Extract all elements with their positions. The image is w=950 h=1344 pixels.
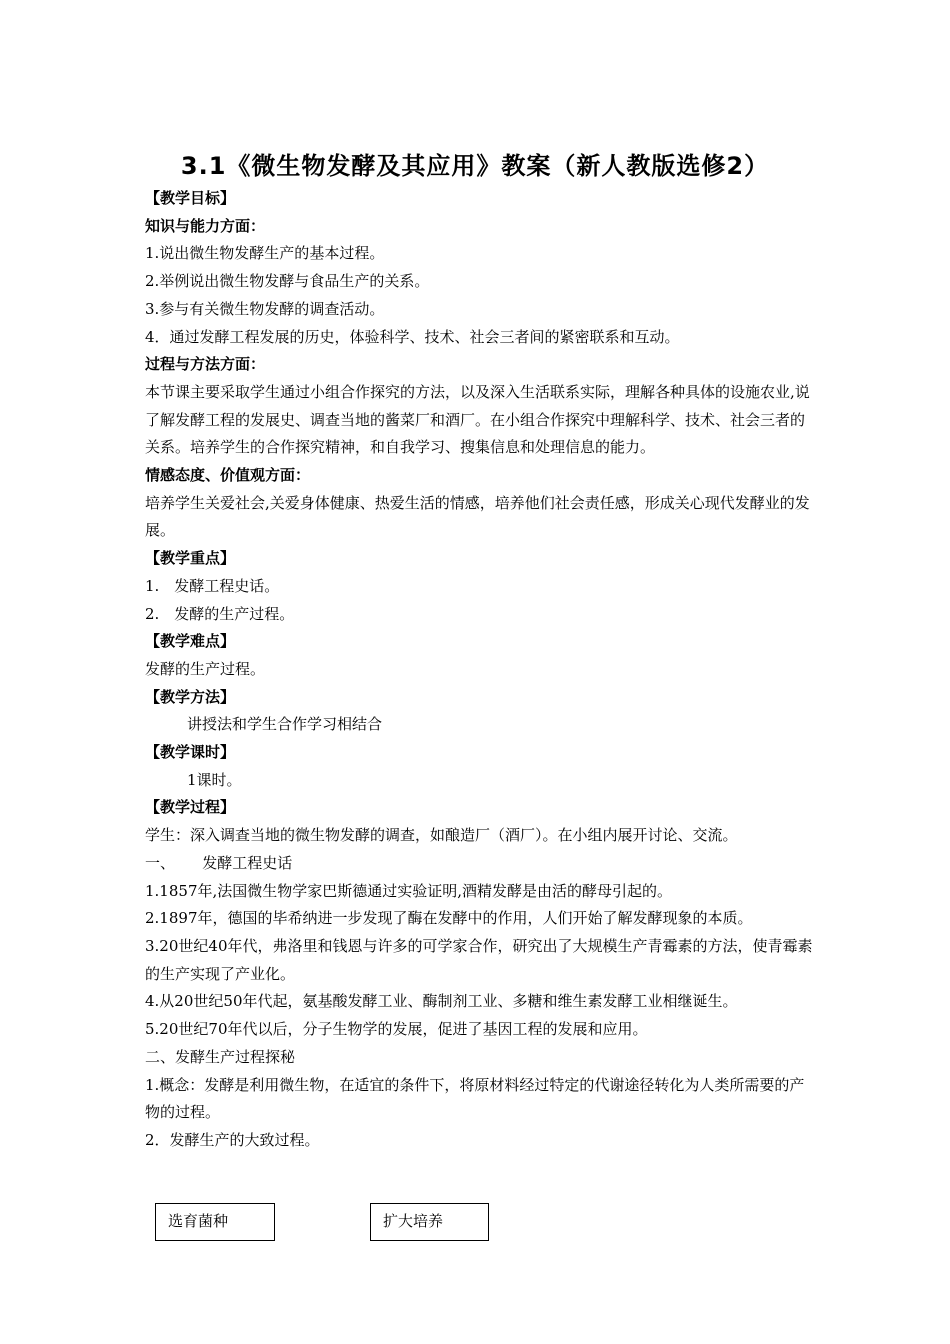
section-heading: 知识与能力方面： — [145, 216, 266, 235]
section-heading: 过程与方法方面： — [145, 355, 266, 374]
flow-box-expand-culture: 扩大培养 — [370, 1203, 489, 1241]
body-paragraph: 学生：深入调查当地的微生物发酵的调查，如酿造厂（酒厂）。在小组内展开讨论、交流。 — [145, 826, 738, 845]
body-paragraph: 2.1897年，德国的毕希纳进一步发现了酶在发酵中的作用，人们开始了解发酵现象的本质。 — [145, 909, 753, 928]
body-paragraph: 2. 发酵的生产过程。 — [145, 604, 295, 623]
body-paragraph: 3.20世纪40年代，弗洛里和钱恩与许多的可学家合作，研究出了大规模生产青霉素的方法，使青霉素的生产实现了产业化。 — [145, 936, 813, 983]
section-heading: 【教学方法】 — [145, 687, 236, 706]
body-paragraph: 1课时。 — [187, 770, 242, 789]
body-paragraph: 1.概念：发酵是利用微生物，在适宜的条件下，将原材料经过特定的代谢途径转化为人类所需要的产物的过程。 — [145, 1075, 805, 1122]
body-paragraph: 本节课主要采取学生通过小组合作探究的方法，以及深入生活联系实际，理解各种具体的设施农业,说了解发酵工程的发展史、调查当地的酱菜厂和酒厂。在小组合作探究中理解科学、技术、社会三者的关系。培养学生的合作探究精神，和自我学习、搜集信息和处理信息的能力。 — [145, 382, 810, 457]
body-paragraph: 一、 发酵工程史话 — [145, 853, 293, 872]
body-paragraph: 1.1857年,法国微生物学家巴斯德通过实验证明,酒精发酵是由活的酵母引起的。 — [145, 881, 673, 900]
body-paragraph: 4.从20世纪50年代起，氨基酸发酵工业、酶制剂工业、多糖和维生素发酵工业相继诞生。 — [145, 992, 738, 1011]
lesson-plan-body — [145, 185, 815, 1155]
section-heading: 【教学目标】 — [145, 189, 236, 207]
document-title: 3.1《微生物发酵及其应用》教案（新人教版选修2） — [180, 152, 770, 180]
body-paragraph: 3.参与有关微生物发酵的调查活动。 — [145, 299, 385, 318]
body-paragraph: 1.说出微生物发酵生产的基本过程。 — [145, 244, 385, 263]
section-heading: 【教学难点】 — [145, 632, 236, 651]
body-paragraph: 发酵的生产过程。 — [145, 659, 266, 678]
body-paragraph: 1. 发酵工程史话。 — [145, 576, 280, 595]
section-heading: 【教学重点】 — [145, 549, 236, 568]
section-heading: 【教学过程】 — [145, 798, 236, 817]
body-paragraph: 2.举例说出微生物发酵与食品生产的关系。 — [145, 272, 430, 291]
body-paragraph: 2．发酵生产的大致过程。 — [145, 1130, 320, 1149]
body-paragraph: 讲授法和学生合作学习相结合 — [187, 715, 383, 734]
body-paragraph: 培养学生关爱社会,关爱身体健康、热爱生活的情感，培养他们社会责任感，形成关心现代发酵业的发展。 — [145, 493, 810, 540]
body-paragraph: 4．通过发酵工程发展的历史，体验科学、技术、社会三者间的紧密联系和互动。 — [145, 327, 680, 346]
flow-box-select-strain: 选育菌种 — [155, 1203, 275, 1241]
body-paragraph: 5.20世纪70年代以后，分子生物学的发展，促进了基因工程的发展和应用。 — [145, 1020, 648, 1039]
section-heading: 情感态度、价值观方面： — [145, 466, 311, 485]
body-paragraph: 二、发酵生产过程探秘 — [145, 1047, 296, 1066]
section-heading: 【教学课时】 — [145, 743, 236, 762]
